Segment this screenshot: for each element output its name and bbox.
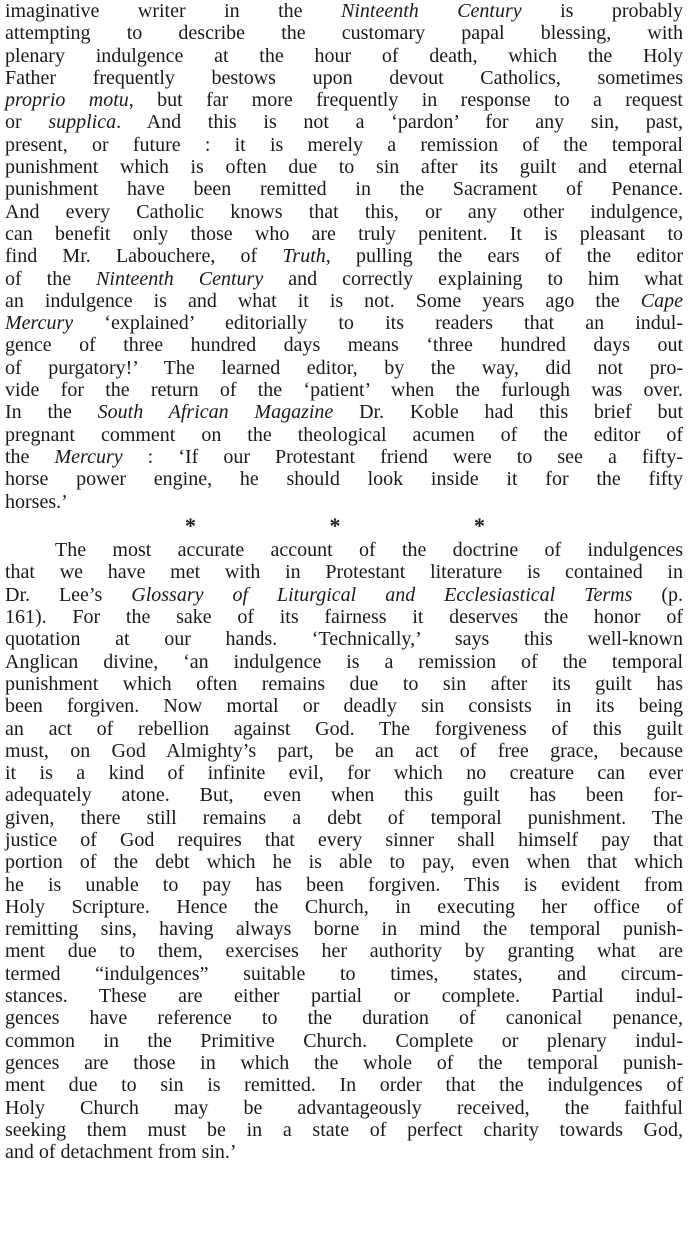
text-line: of purgatory!’ The learned editor, by the way, did not pro- [5, 356, 683, 379]
text-line: remitting sins, having always borne in mind the temporal punish- [5, 918, 683, 941]
text-line: seeking them must be in a state of perfect charity towards God, [5, 1118, 683, 1141]
text-line: given, there still remains a debt of temporal punishment. The [5, 806, 683, 829]
text-line: find Mr. Labouchere, of Truth, pulling the ears of the editor [5, 245, 684, 268]
text-line: ment due to sin is remitted. In order that the indulgences of [5, 1074, 683, 1097]
text-line: been forgiven. Now mortal or deadly sin consists in its being [5, 695, 683, 718]
text-line: present, or future : it is merely a remission of the temporal [5, 133, 683, 156]
text-line: horses.’ [5, 490, 68, 513]
text-line: 161). For the sake of its fairness it deserves the honor of [5, 606, 683, 629]
text-line: he is unable to pay has been forgiven. This is evident from [5, 873, 683, 896]
text-line: And every Catholic knows that this, or any other indulgence, [5, 200, 683, 223]
text-line: adequately atone. But, even when this guilt has been for- [5, 784, 683, 807]
text-line: plenary indulgence at the hour of death, which the Holy [5, 44, 683, 67]
text-line: proprio motu, but far more frequently in response to a request [5, 89, 683, 112]
text-line: pregnant comment on the theological acumen of the editor of [5, 423, 683, 446]
asterisk-ornament: * [185, 512, 196, 538]
text-line: the Mercury : ‘If our Protestant friend were to see a fifty- [5, 445, 683, 468]
text-line: must, on God Almighty’s part, be an act of free grace, because [5, 739, 683, 762]
text-line: an act of rebellion against God. The forgiveness of this guilt [5, 717, 683, 740]
text-line: stances. These are either partial or complete. Partial indul- [5, 985, 683, 1008]
text-line: gence of three hundred days means ‘three hundred days out [5, 334, 683, 357]
document-page [5, 0, 683, 1163]
text-line: quotation at our hands. ‘Technically,’ says this well-known [5, 628, 683, 651]
text-line: it is a kind of infinite evil, for which no creature can ever [5, 762, 683, 785]
paragraph-doctrine-of-indulgences [5, 539, 683, 1163]
paragraph-indulgence-blessing [5, 0, 683, 513]
text-line: termed “indulgences” suitable to times, states, and circum- [5, 962, 683, 985]
text-line: justice of God requires that every sinner shall himself pay that [5, 828, 683, 851]
text-line: Holy Scripture. Hence the Church, in executing her office of [5, 895, 683, 918]
text-line: and of detachment from sin.’ [5, 1141, 237, 1164]
text-line: an indulgence is and what it is not. Some years ago the Cape [5, 289, 683, 312]
asterisk-ornament: * [329, 512, 341, 538]
text-line: punishment which is often due to sin after its guilt and eternal [5, 156, 683, 179]
asterisk-ornament: * [474, 512, 485, 538]
text-line: or supplica. And this is not a ‘pardon’ for any sin, past, [5, 111, 683, 134]
text-line: Anglican divine, ‘an indulgence is a remission of the temporal [5, 650, 683, 673]
text-line: ment due to them, exercises her authority by granting what are [5, 940, 683, 963]
text-line: horse power engine, he should look inside it for the fifty [5, 468, 683, 491]
text-line: The most accurate account of the doctrine of indulgences [55, 539, 683, 562]
text-line: common in the Primitive Church. Complete or plenary indul- [5, 1029, 683, 1052]
text-line: gences are those in which the whole of the temporal punish- [5, 1051, 683, 1074]
text-line: Dr. Lee’s Glossary of Liturgical and Ecclesiastical Terms (p. [5, 583, 683, 606]
text-line: that we have met with in Protestant literature is contained in [5, 561, 683, 584]
text-line: punishment which often remains due to sin after its guilt has [5, 672, 683, 695]
text-line: of the Ninteenth Century and correctly explaining to him what [5, 267, 684, 290]
text-line: Father frequently bestows upon devout Catholics, sometimes [5, 66, 683, 89]
text-line: can benefit only those who are truly penitent. It is pleasant to [5, 222, 683, 245]
text-line: imaginative writer in the Ninteenth Century is probably [5, 0, 683, 22]
text-line: vide for the return of the ‘patient’ when the furlough was over. [5, 379, 683, 402]
text-line: attempting to describe the customary papal blessing, with [5, 22, 683, 45]
text-line: Holy Church may be advantageously received, the faithful [5, 1096, 683, 1119]
text-line: portion of the debt which he is able to pay, even when that which [5, 851, 683, 874]
text-line: gences have reference to the duration of canonical penance, [5, 1007, 683, 1030]
section-separator [185, 512, 485, 538]
text-line: In the South African Magazine Dr. Koble had this brief but [5, 401, 683, 424]
text-line: punishment have been remitted in the Sacrament of Penance. [5, 178, 683, 201]
text-line: Mercury ‘explained’ editorially to its readers that an indul- [5, 312, 683, 335]
